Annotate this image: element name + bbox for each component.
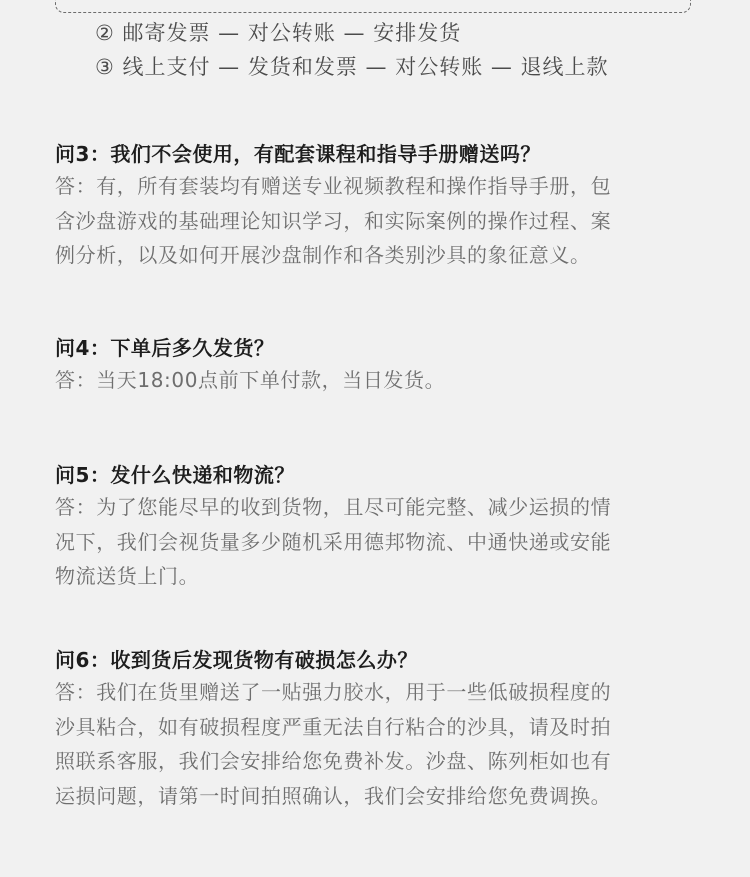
- faq-answer: [55, 675, 700, 813]
- faq-answer-line: 运损问题，请第一时间拍照确认，我们会安排给您免费调换。: [55, 783, 612, 808]
- faq-answer: [55, 169, 700, 273]
- faq-answer-line: 例分析，以及如何开展沙盘制作和各类别沙具的象征意义。: [55, 243, 591, 267]
- faq-answer-line: 况下，我们会视货量多少随机采用德邦物流、中通快递或安能: [55, 529, 612, 554]
- faq-answer-line: 答：有，所有套装均有赠送专业视频教程和操作指导手册，包: [55, 174, 612, 198]
- faq-answer-line: 照联系客服，我们会安排给您免费补发。沙盘、陈列柜如也有: [55, 749, 612, 773]
- faq-item-3: [55, 139, 700, 273]
- dashed-info-box: [55, 0, 691, 13]
- faq-answer-line: 答：当天18:00点前下单付款，当日发货。: [55, 368, 446, 392]
- faq-answer-line: 答：为了您能尽早的收到货物，且尽可能完整、减少运损的情: [55, 495, 612, 519]
- process-step-2: ② 邮寄发票 — 对公转账 — 安排发货: [95, 21, 462, 45]
- faq-question: 问4：下单后多久发货？: [55, 336, 275, 360]
- faq-question: 问6：收到货后发现货物有破损怎么办？: [55, 648, 418, 672]
- faq-answer: [55, 363, 700, 398]
- faq-item-4: [55, 333, 700, 398]
- faq-answer: [55, 490, 700, 594]
- faq-answer-line: 沙具粘合，如有破损程度严重无法自行粘合的沙具，请及时拍: [55, 714, 612, 739]
- faq-question: 问5：发什么快递和物流？: [55, 463, 295, 487]
- faq-question: 问3：我们不会使用，有配套课程和指导手册赠送吗？: [55, 142, 541, 166]
- faq-answer-line: 物流送货上门。: [55, 564, 200, 588]
- faq-item-6: [55, 645, 700, 813]
- process-step-3: ③ 线上支付 — 发货和发票 — 对公转账 — 退线上款: [95, 55, 609, 79]
- faq-item-5: [55, 460, 700, 594]
- faq-answer-line: 答：我们在货里赠送了一贴强力胶水，用于一些低破损程度的: [55, 680, 612, 704]
- faq-answer-line: 含沙盘游戏的基础理论知识学习，和实际案例的操作过程、案: [55, 208, 612, 233]
